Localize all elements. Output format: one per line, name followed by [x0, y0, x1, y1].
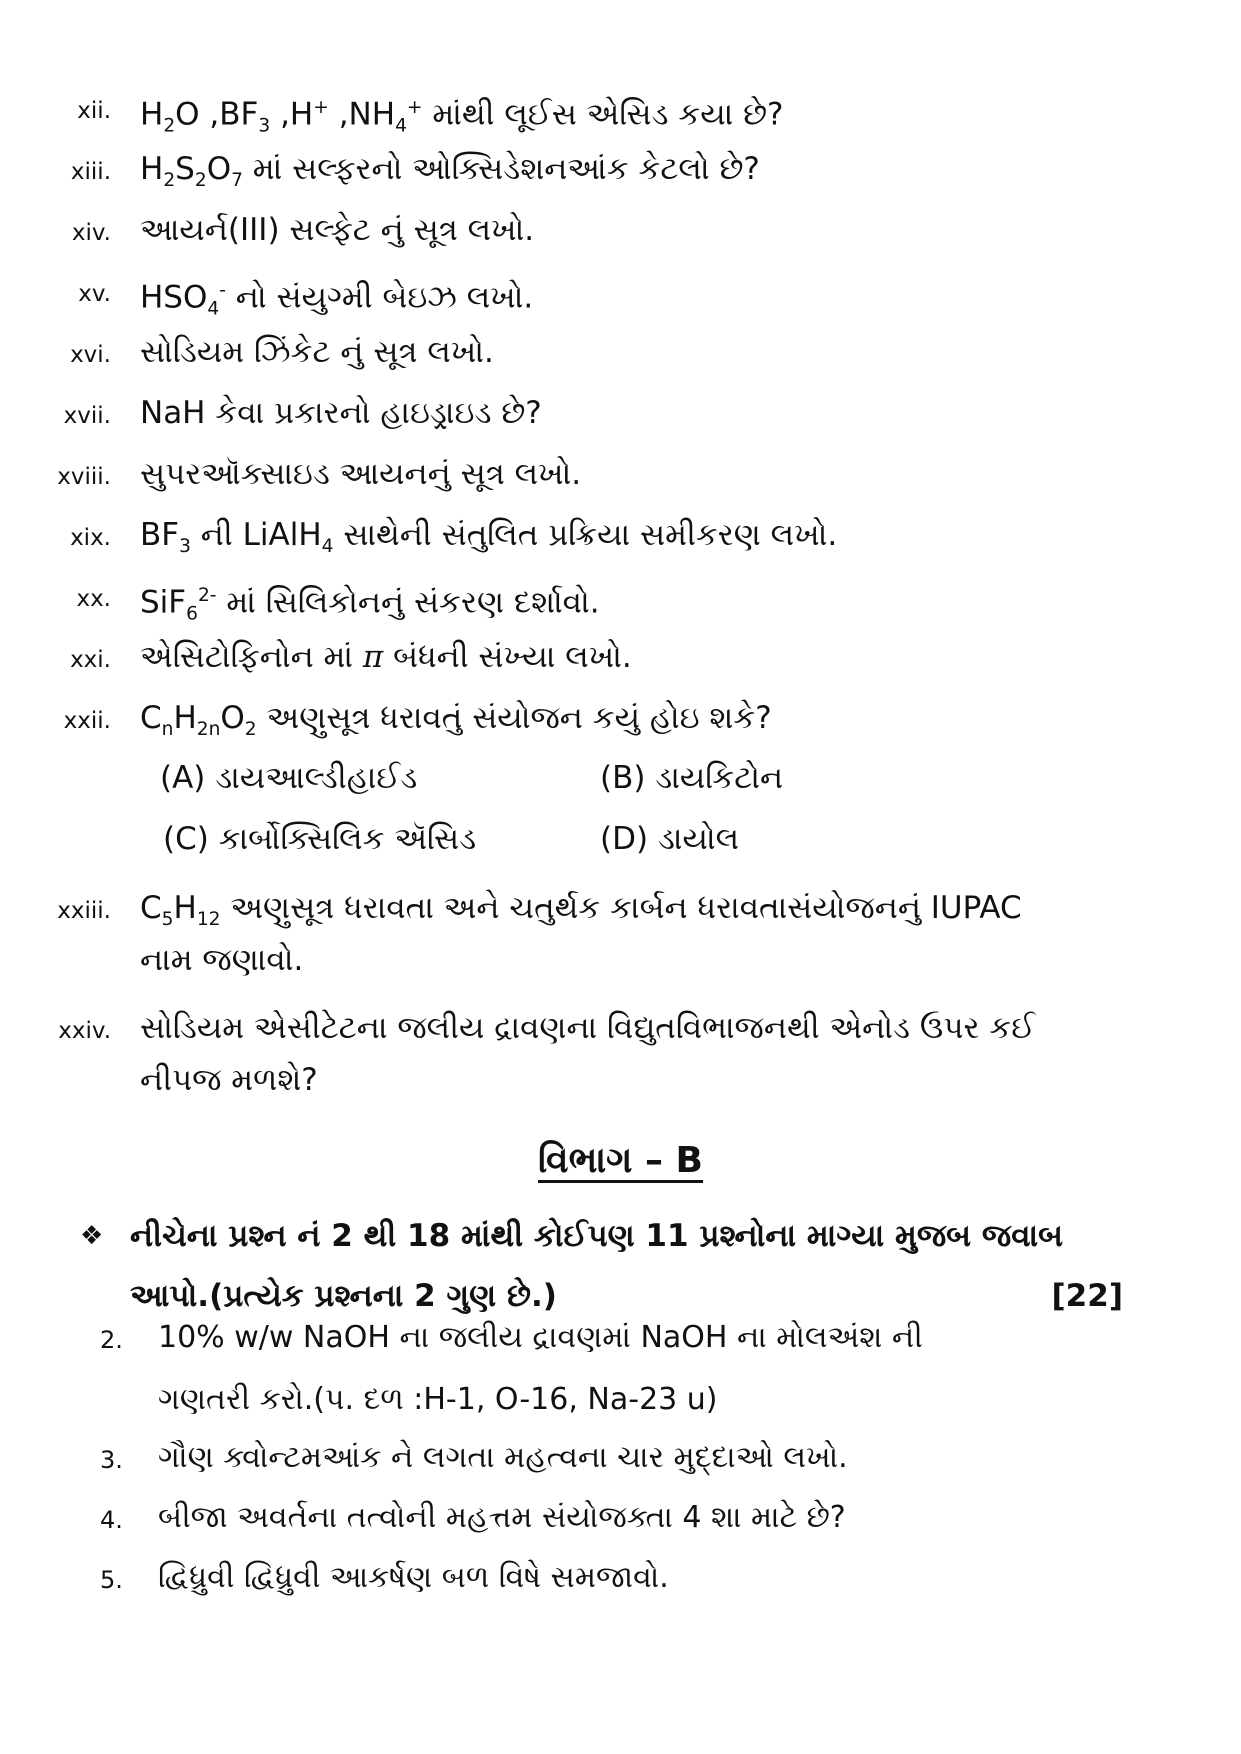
question-text: $BF_3$ ની LiAlH$_4$ સાથેની સંતુલિત પ્રક્રિયા સમીકરણ લખો. [140, 517, 838, 558]
question-text: સોડિયમ એસીટેટના જલીય દ્રાવણના વિદ્યુતવિભાજનથી એનોડ ઉપર કઈ [140, 1010, 1036, 1046]
question-text-continued: નીપજ મળશે? [140, 1062, 318, 1098]
question-text: દ્વિધ્રુવી દ્વિધ્રુવી આકર્ષણ બળ વિષે સમજાવો. [158, 1560, 669, 1595]
question-text: $H_2S_2O_7$ માં સલ્ફરનો ઓક્સિડેશનઆંક કેટલો છે? [140, 151, 760, 192]
question-number: xxiii. [57, 898, 111, 924]
diamond-bullet-icon: ❖ [80, 1221, 104, 1251]
question-text: સુપરઑક્સાઇડ આયનનું સૂત્ર લખો. [140, 456, 582, 492]
question-text: $C_5H_{12}$ અણુસૂત્ર ધરાવતા અને ચતુર્થક કાર્બન ધરાવતાસંયોજનનું IUPAC [140, 890, 1022, 931]
question-text: $C_nH_{2n}O_2$ અણુસૂત્ર ધરાવતું સંયોજન કયું હોઇ શકે? [140, 700, 772, 741]
question-number: 2. [100, 1326, 123, 1354]
question-xv [0, 263, 1241, 325]
question-text: ગૌણ ક્વોન્ટમઆંક ને લગતા મહત્વના ચાર મુદ્દાઓ લખો. [158, 1440, 848, 1475]
option-a: (A) ડાયઆલ્ડીહાઈડ [160, 760, 418, 796]
question-text: સોડિયમ ઝિંકેટ નું સૂત્ર લખો. [140, 334, 494, 370]
question-number: xvi. [70, 342, 111, 368]
section-b-title-text: વિભાગ – B [538, 1140, 703, 1181]
question-number: xx. [76, 586, 111, 612]
section-b-title [0, 1140, 1241, 1182]
question-number: 5. [100, 1566, 123, 1594]
question-text: આયર્ન(III) સલ્ફેટ નું સૂત્ર લખો. [140, 212, 535, 248]
instruction-line: આપો.(પ્રત્યેક પ્રશ્નના 2 ગુણ છે.) [130, 1278, 557, 1314]
question-number: xiv. [71, 220, 111, 246]
question-xiv [0, 202, 1241, 264]
question-xviii [0, 446, 1241, 508]
question-number: xix. [70, 525, 111, 551]
question-text: બીજા અવર્તના તત્વોની મહત્તમ સંયોજક્તા 4 શા માટે છે? [158, 1500, 846, 1535]
question-number: xxiv. [58, 1018, 111, 1044]
option-d: (D) ડાયોલ [600, 821, 740, 857]
question-text: 10% w/w NaOH ના જલીય દ્રાવણમાં NaOH ના મોલઅંશ ની [158, 1320, 923, 1355]
question-text-continued: ગણતરી કરો.(પ. દળ :H-1, O-16, Na-23 u) [158, 1382, 718, 1417]
section-marks: [22] [1051, 1278, 1123, 1314]
question-number: 3. [100, 1446, 123, 1474]
question-text-continued: નામ જણાવો. [140, 942, 304, 978]
option-c: (C) કાર્બોક્સિલિક ઍસિડ [163, 821, 477, 857]
question-xxiv [0, 1000, 1241, 1124]
question-xx [0, 568, 1241, 630]
question-number: xxii. [63, 708, 111, 734]
question-text: $H_2O$ $,BF_3$ ,H+ $,NH_4^+$ માંથી લૂઈસ એસિડ કયા છે? [140, 96, 784, 137]
question-xix [0, 507, 1241, 569]
question-text: NaH કેવા પ્રકારનો હાઇડ્રાઇડ છે? [140, 395, 542, 431]
question-number: xv. [78, 281, 111, 307]
option-b: (B) ડાયકિટોન [600, 760, 784, 796]
question-number: xvii. [63, 403, 111, 429]
question-xxi [0, 629, 1241, 691]
question-xxiii [0, 880, 1241, 1004]
question-xiii [0, 141, 1241, 203]
question-xvii [0, 385, 1241, 447]
question-number: xiii. [70, 159, 111, 185]
question-xxii [0, 690, 1241, 752]
question-text: એસિટોફિનોન માં π બંધની સંખ્યા લખો. [140, 639, 632, 675]
instruction-line: નીચેના પ્રશ્ન નં 2 થી 18 માંથી કોઈપણ 11 પ્રશ્નોના માગ્યા મુજબ જવાબ [130, 1218, 1063, 1254]
question-number: 4. [100, 1506, 123, 1534]
question-text: $HSO_4^-$ નો સંયુગ્મી બેઇઝ લખો. [140, 279, 534, 320]
question-xvi [0, 324, 1241, 386]
question-number: xii. [77, 98, 111, 124]
question-xii [0, 80, 1241, 142]
question-number: xxi. [70, 647, 111, 673]
question-text: SiF$_6^{2-}$ માં સિલિકોનનું સંકરણ દર્શાવો. [140, 584, 600, 625]
question-number: xviii. [57, 464, 111, 490]
